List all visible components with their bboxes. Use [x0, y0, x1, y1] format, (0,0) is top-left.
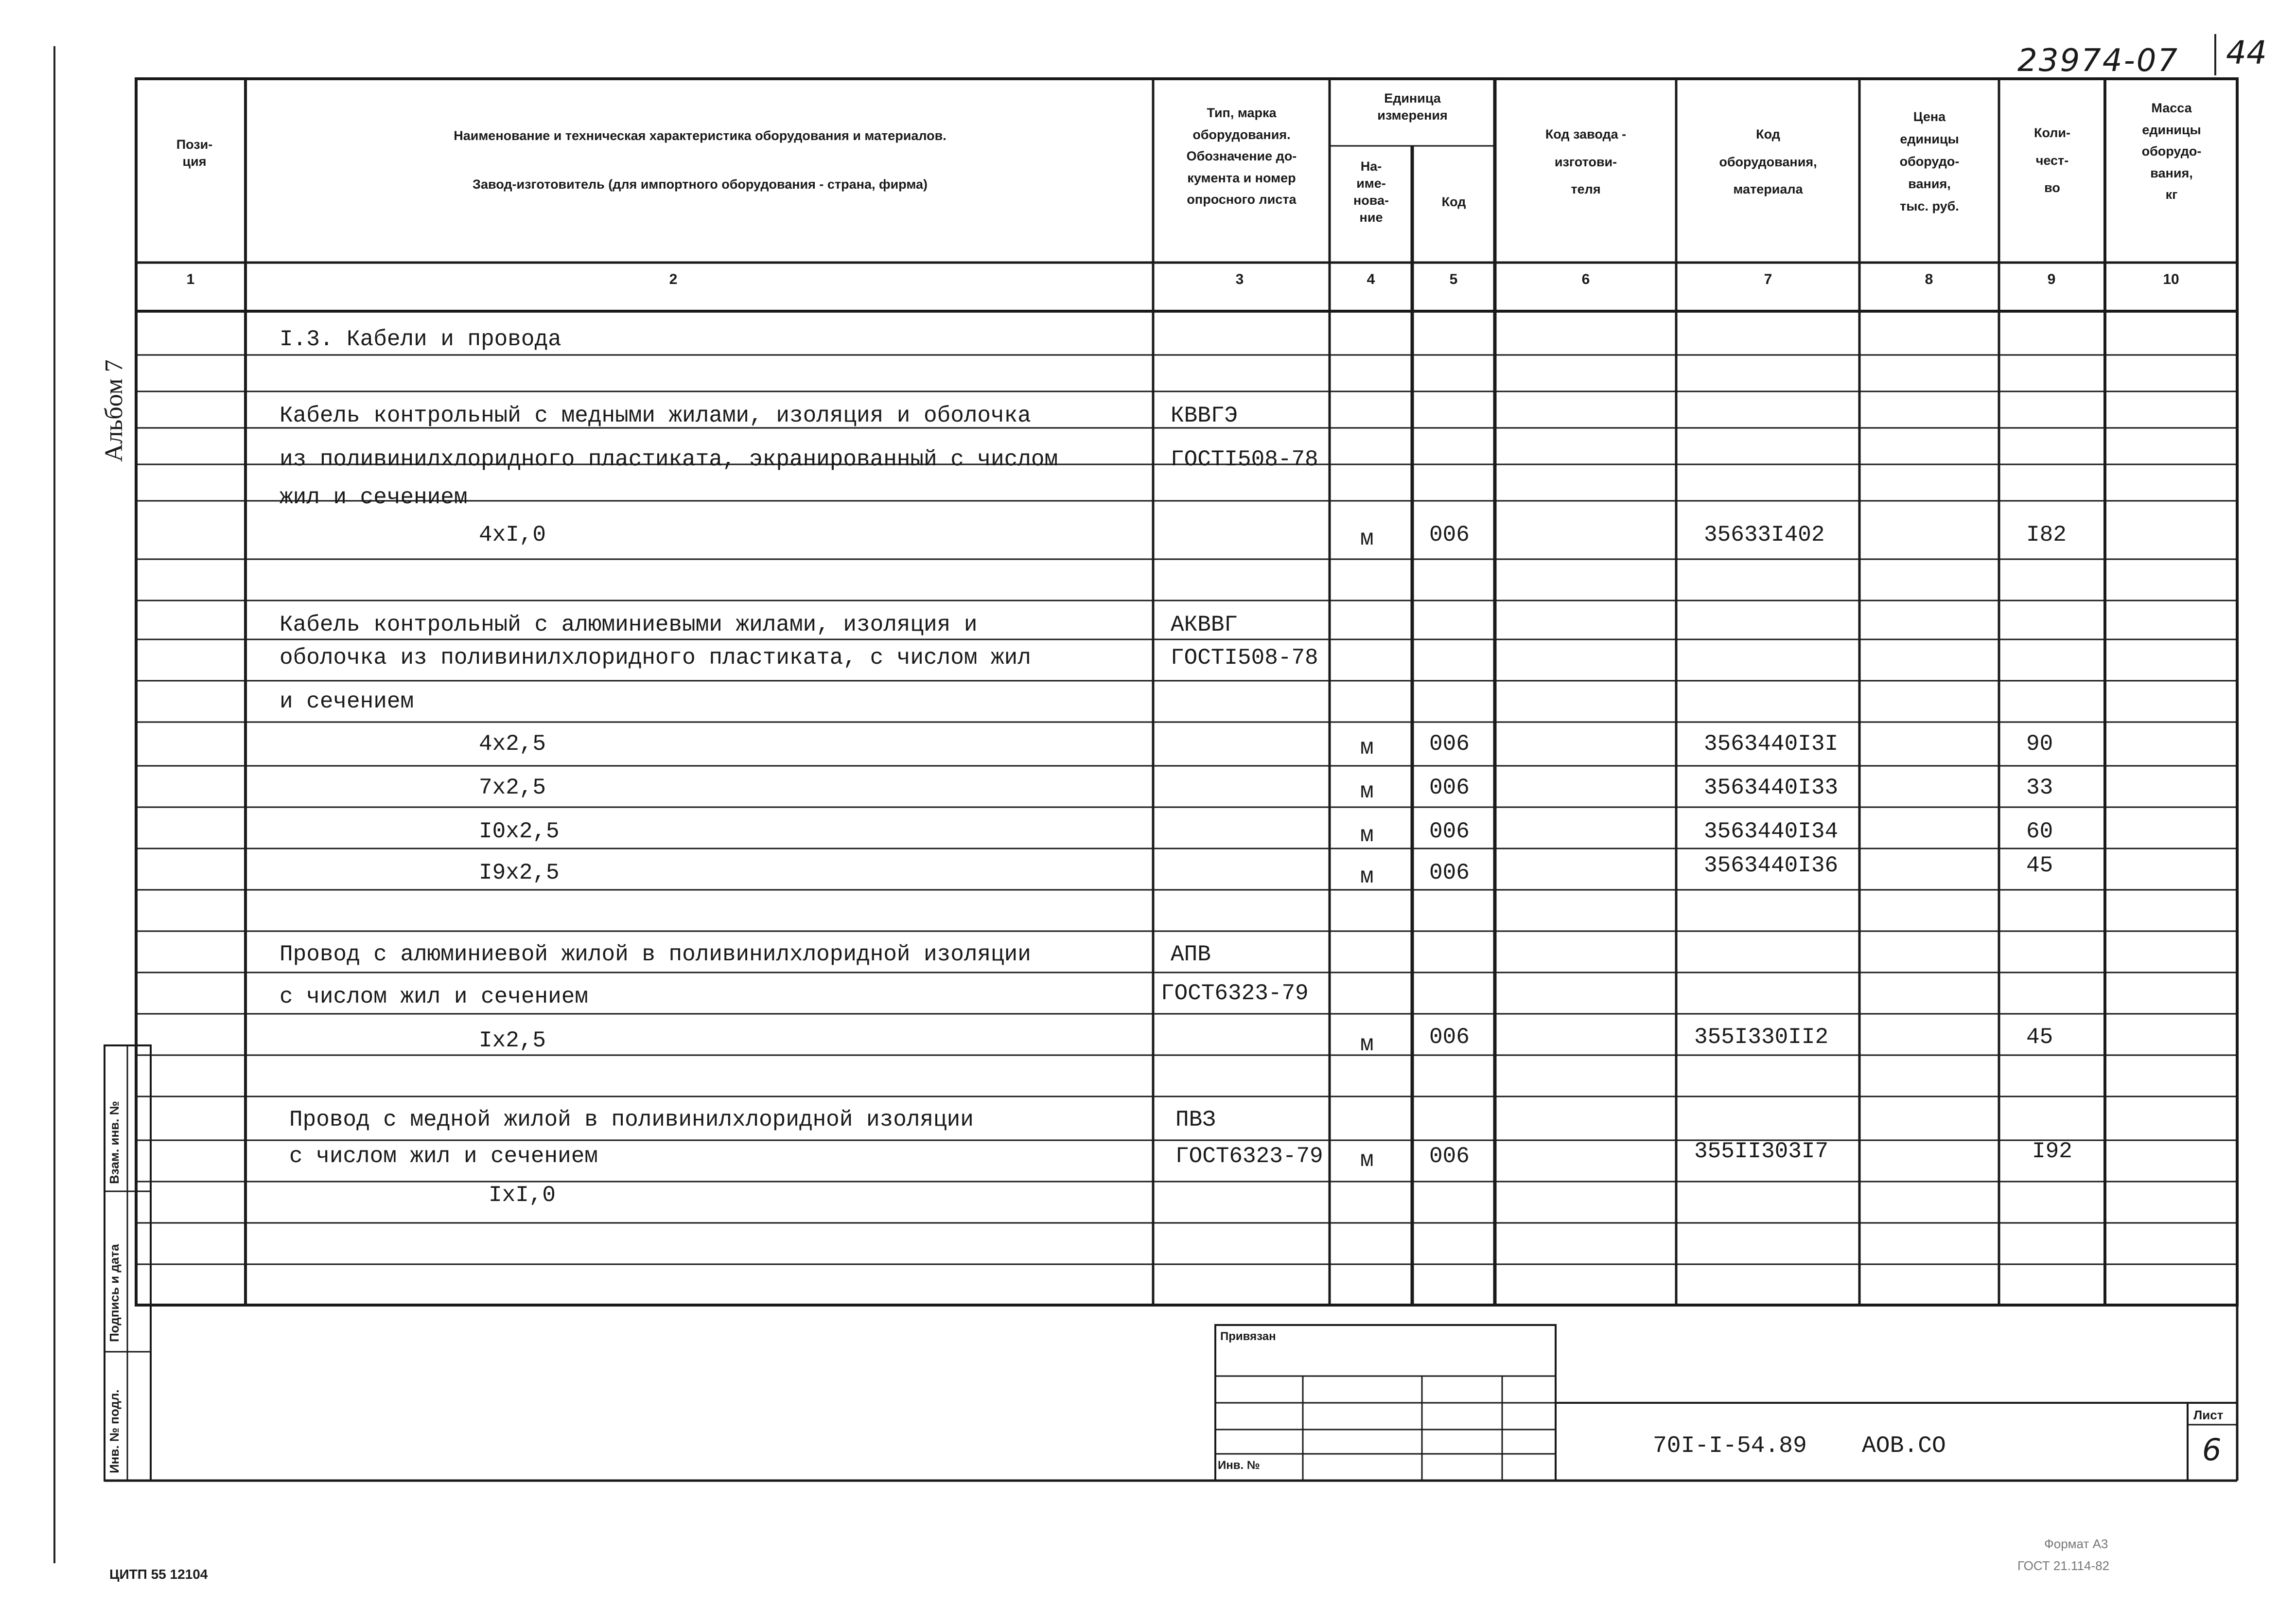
row-unit-code: 006 — [1429, 775, 1470, 800]
title-privyazan: Привязан — [1220, 1330, 1276, 1343]
colnum-10: 10 — [2163, 271, 2179, 287]
row-unit-code: 006 — [1429, 819, 1470, 844]
album-label: Альбом 7 — [100, 359, 128, 462]
row-type: ГОСТ6323-79 — [1161, 981, 1309, 1006]
row-quantity: I92 — [2032, 1139, 2072, 1164]
row-quantity: 45 — [2026, 1025, 2053, 1050]
header-type: Тип, марка оборудования. Обозначение до- кумента и номер опросного листа — [1186, 106, 1297, 207]
gost-label: ГОСТ 21.114-82 — [2017, 1558, 2110, 1573]
header-unit-code: Код — [1441, 194, 1466, 209]
row-name: жил и сечением — [280, 485, 468, 510]
row-unit: м — [1360, 1148, 1374, 1173]
colnum-5: 5 — [1449, 271, 1458, 287]
row-unit-code: 006 — [1429, 522, 1470, 548]
row-name: 7x2,5 — [479, 775, 546, 800]
row-unit: м — [1360, 526, 1374, 551]
section-heading: I.3. Кабели и провода — [280, 327, 561, 352]
format-label: Формат А3 — [2044, 1537, 2108, 1551]
row-unit: м — [1360, 779, 1374, 804]
row-quantity: 33 — [2026, 775, 2053, 800]
row-unit-code: 006 — [1429, 1025, 1470, 1050]
header-mass: Масса единицы оборудо- вания, кг — [2141, 101, 2202, 202]
header-unit-name: На- име- нова- ние — [1353, 159, 1389, 225]
row-type: АПВ — [1171, 942, 1211, 967]
row-unit: м — [1360, 735, 1374, 760]
colnum-1: 1 — [186, 271, 195, 287]
row-name: IxI,0 — [489, 1183, 556, 1208]
row-material-code: 355II303I7 — [1694, 1139, 1829, 1164]
row-quantity: 90 — [2026, 731, 2053, 757]
row-name: с числом жил и сечением — [280, 984, 588, 1009]
row-name: и сечением — [280, 689, 414, 714]
document-mark: АОВ.СО — [1862, 1433, 1946, 1459]
title-inv-no: Инв. № — [1218, 1459, 1260, 1472]
header-unit: Единица измерения — [1377, 91, 1448, 123]
row-unit-code: 006 — [1429, 1144, 1470, 1169]
header-position: Пози- ция — [176, 137, 213, 169]
row-unit-code: 006 — [1429, 731, 1470, 757]
sheet-number: 6 — [2202, 1432, 2222, 1467]
stamp-inv-replaced: Взам. инв. № — [107, 1101, 122, 1184]
row-material-code: 355I330II2 — [1694, 1025, 1829, 1050]
colnum-8: 8 — [1925, 271, 1933, 287]
row-type: КВВГЭ — [1171, 403, 1238, 428]
row-name: Провод с алюминиевой жилой в поливинилхлоридной изоляции — [280, 942, 1031, 967]
row-name: с числом жил и сечением — [289, 1144, 598, 1169]
colnum-2: 2 — [669, 271, 678, 287]
print-code: ЦИТП 55 12104 — [109, 1567, 208, 1582]
row-material-code: 35633I402 — [1704, 522, 1825, 548]
row-material-code: 3563440I3I — [1704, 731, 1839, 757]
row-quantity: 60 — [2026, 819, 2053, 844]
header-name-line2: Завод-изготовитель (для импортного оборудования - страна, фирма) — [473, 177, 928, 192]
row-name: Провод с медной жилой в поливинилхлоридной изоляции — [289, 1107, 974, 1132]
header-price: Цена единицы оборудо- вания, тыс. руб. — [1899, 109, 1960, 213]
row-quantity: 45 — [2026, 853, 2053, 878]
row-name: 4x2,5 — [479, 731, 546, 757]
corner-number: 23974-07 — [2017, 43, 2179, 79]
colnum-7: 7 — [1764, 271, 1772, 287]
row-unit: м — [1360, 864, 1374, 889]
row-quantity: I82 — [2026, 522, 2067, 548]
header-quantity: Коли- чест- во — [2033, 125, 2071, 195]
row-type: ГОСТ6323-79 — [1175, 1144, 1323, 1169]
row-type: АКВВГ — [1171, 612, 1238, 637]
row-type: ГОСТI508-78 — [1171, 447, 1318, 472]
stamp-inv-orig: Инв. № подл. — [107, 1389, 122, 1473]
row-name: I9x2,5 — [479, 860, 560, 885]
sheet-label: Лист — [2193, 1408, 2224, 1422]
row-name: Ix2,5 — [479, 1028, 546, 1053]
row-material-code: 3563440I33 — [1704, 775, 1839, 800]
colnum-6: 6 — [1581, 271, 1590, 287]
row-material-code: 3563440I36 — [1704, 853, 1839, 878]
document-designation: 70I-I-54.89 — [1653, 1433, 1807, 1459]
header-material-code: Код оборудования, материала — [1719, 127, 1817, 197]
stamp-sign-date: Подпись и дата — [107, 1244, 122, 1342]
row-name: Кабель контрольный с алюминиевыми жилами, изоляция и — [280, 612, 978, 637]
row-unit: м — [1360, 1032, 1374, 1057]
row-name: Кабель контрольный с медными жилами, изоляция и оболочка — [280, 403, 1031, 428]
row-type: ПВЗ — [1175, 1107, 1216, 1132]
row-name: 4xI,0 — [479, 522, 546, 548]
header-name-line1: Наименование и техническая характеристика оборудования и материалов. — [454, 128, 946, 143]
row-unit: м — [1360, 823, 1374, 848]
row-material-code: 3563440I34 — [1704, 819, 1839, 844]
row-type: ГОСТI508-78 — [1171, 645, 1318, 671]
page-number: 44 — [2214, 34, 2267, 75]
colnum-9: 9 — [2047, 271, 2056, 287]
colnum-3: 3 — [1235, 271, 1244, 287]
colnum-4: 4 — [1367, 271, 1375, 287]
row-name: оболочка из поливинилхлоридного пластиката, с числом жил — [280, 645, 1031, 671]
header-plant-code: Код завода - изготови- теля — [1545, 127, 1627, 197]
row-name: из поливинилхлоридного пластиката, экранированный с числом — [280, 447, 1058, 472]
row-unit-code: 006 — [1429, 860, 1470, 885]
row-name: I0x2,5 — [479, 819, 560, 844]
